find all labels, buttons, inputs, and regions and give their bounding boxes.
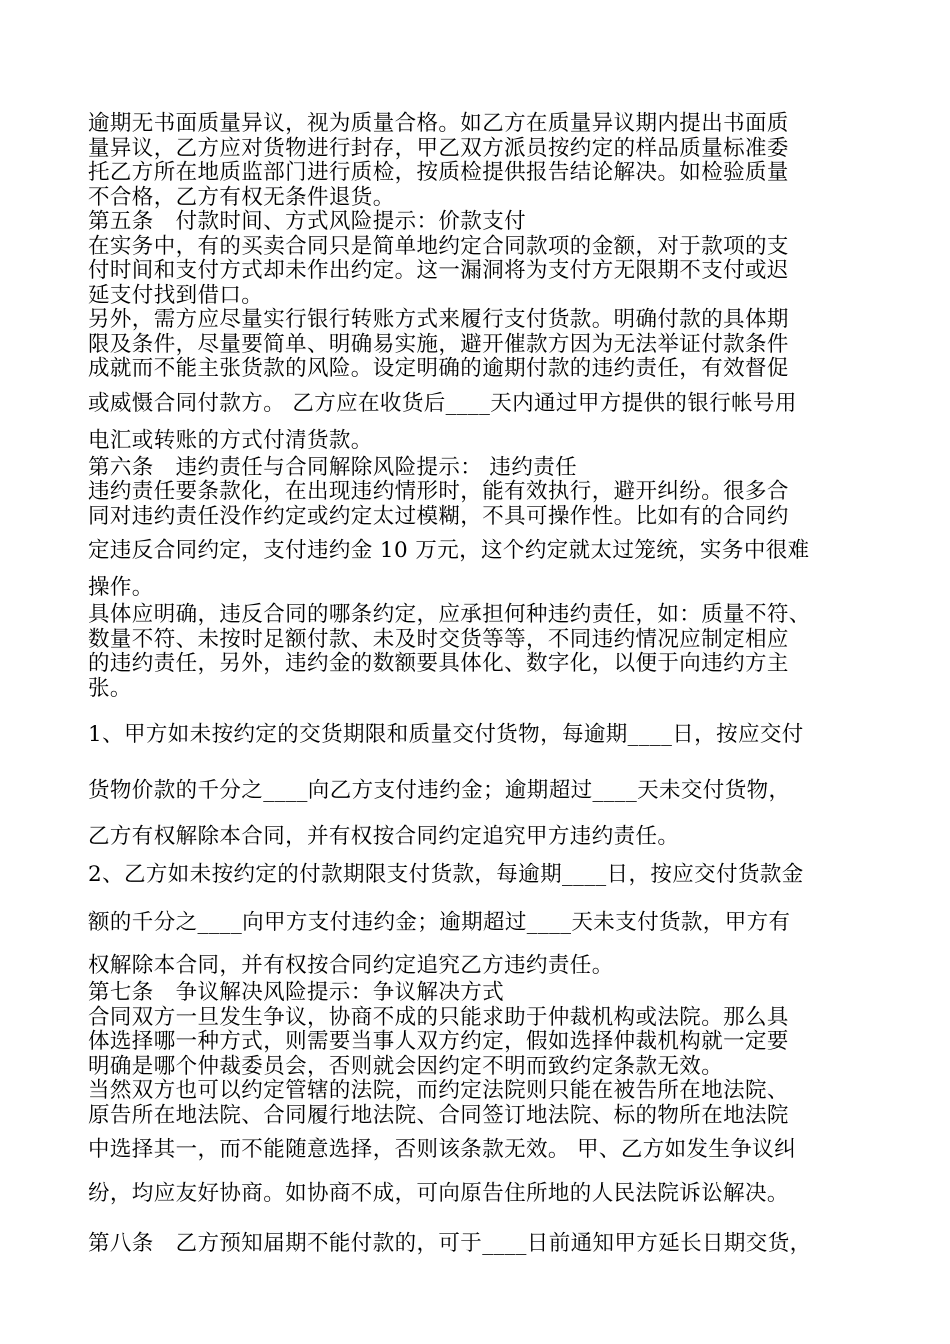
- text-line: 电汇或转账的方式付清货款。: [88, 427, 373, 453]
- text-line: 另外，需方应尽量实行银行转账方式来履行支付货款。明确付款的具体期: [88, 307, 789, 332]
- text-line: 限及条件，尽量要简单、明确易实施，避开催款方因为无法举证付款条件: [88, 331, 789, 357]
- text-line: 付时间和支付方式却未作出约定。这一漏洞将为支付方无限期不支付或迟: [88, 258, 789, 283]
- clause-2-line: 额的千分之____向甲方支付违约金；逾期超过____天未支付货款，甲方有: [88, 910, 791, 935]
- clause-2-line: 2、乙方如未按约定的付款期限支付货款，每逾期____日，按应交付货款金: [88, 862, 804, 887]
- text-line: 同对违约责任没作约定或约定太过模糊，不具可操作性。比如有的合同约: [88, 503, 789, 529]
- section-heading-8: 第八条 乙方预知届期不能付款的，可于____日前通知甲方延长日期交货，: [88, 1231, 812, 1256]
- text-line: 成就而不能主张货款的风险。设定明确的逾期付款的违约责任，有效督促: [88, 356, 789, 381]
- clause-1-line: 货物价款的千分之____向乙方支付违约金；逾期超过____天未交付货物，: [88, 778, 791, 803]
- text-line: 或威慑合同付款方。 乙方应在收货后____天内通过甲方提供的银行帐号用: [88, 390, 797, 416]
- text-line: 合同双方一旦发生争议，协商不成的只能求助于仲裁机构或法院。那么具: [88, 1004, 789, 1030]
- text-line: 具体应明确，违反合同的哪条约定，应承担何种违约责任，如：质量不符、: [88, 602, 811, 627]
- text-line: 数量不符、未按时足额付款、未及时交货等等，不同违约情况应制定相应: [88, 626, 789, 652]
- text-line: 明确是哪个仲裁委员会，否则就会因约定不明而致约定条款无效。: [88, 1053, 724, 1079]
- contract-document-body: [88, 112, 864, 1266]
- clause-1-line: 1、甲方如未按约定的交货期限和质量交付货物，每逾期____日，按应交付: [88, 722, 804, 747]
- clause-2-line: 权解除本合同，并有权按合同约定追究乙方违约责任。: [88, 953, 614, 978]
- text-line: 操作。: [88, 575, 154, 600]
- text-line: 纷，均应友好协商。如协商不成，可向原告住所地的人民法院诉讼解决。: [88, 1181, 789, 1206]
- text-line: 的违约责任，另外，违约金的数额要具体化、数字化，以便于向违约方主: [88, 651, 789, 676]
- text-line: 中选择其一，而不能随意选择，否则该条款无效。 甲、乙方如发生争议纠: [88, 1137, 797, 1162]
- text-line: 原告所在地法院、合同履行地法院、合同签订地法院、标的物所在地法院: [88, 1102, 789, 1128]
- text-line: 违约责任要条款化，在出现违约情形时，能有效执行，避开纠纷。很多合: [88, 479, 789, 504]
- clause-1-line: 乙方有权解除本合同，并有权按合同约定追究甲方违约责任。: [88, 824, 680, 849]
- text-line: 托乙方所在地质监部门进行质检，按质检提供报告结论解决。如检验质量: [88, 160, 789, 185]
- section-heading-6: 第六条 违约责任与合同解除风险提示： 违约责任: [88, 454, 578, 480]
- text-line: 逾期无书面质量异议，视为质量合格。如乙方在质量异议期内提出书面质: [88, 111, 789, 136]
- section-heading-5: 第五条 付款时间、方式风险提示：价款支付: [88, 209, 527, 234]
- text-line: 定违反合同约定，支付违约金 10 万元，这个约定就太过笼统，实务中很难: [88, 538, 810, 563]
- text-line: 在实务中，有的买卖合同只是简单地约定合同款项的金额，对于款项的支: [88, 233, 789, 259]
- text-line: 量异议，乙方应对货物进行封存，甲乙双方派员按约定的样品质量标准委: [88, 135, 789, 161]
- text-line: 张。: [88, 675, 132, 701]
- text-line: 当然双方也可以约定管辖的法院，而约定法院则只能在被告所在地法院、: [88, 1078, 789, 1103]
- text-line: 延支付找到借口。: [88, 282, 264, 308]
- text-line: 体选择哪一种方式，则需要当事人双方约定，假如选择仲裁机构就一定要: [88, 1029, 789, 1054]
- section-heading-7: 第七条 争议解决风险提示：争议解决方式: [88, 980, 505, 1005]
- text-line: 不合格，乙方有权无条件退货。: [88, 184, 395, 210]
